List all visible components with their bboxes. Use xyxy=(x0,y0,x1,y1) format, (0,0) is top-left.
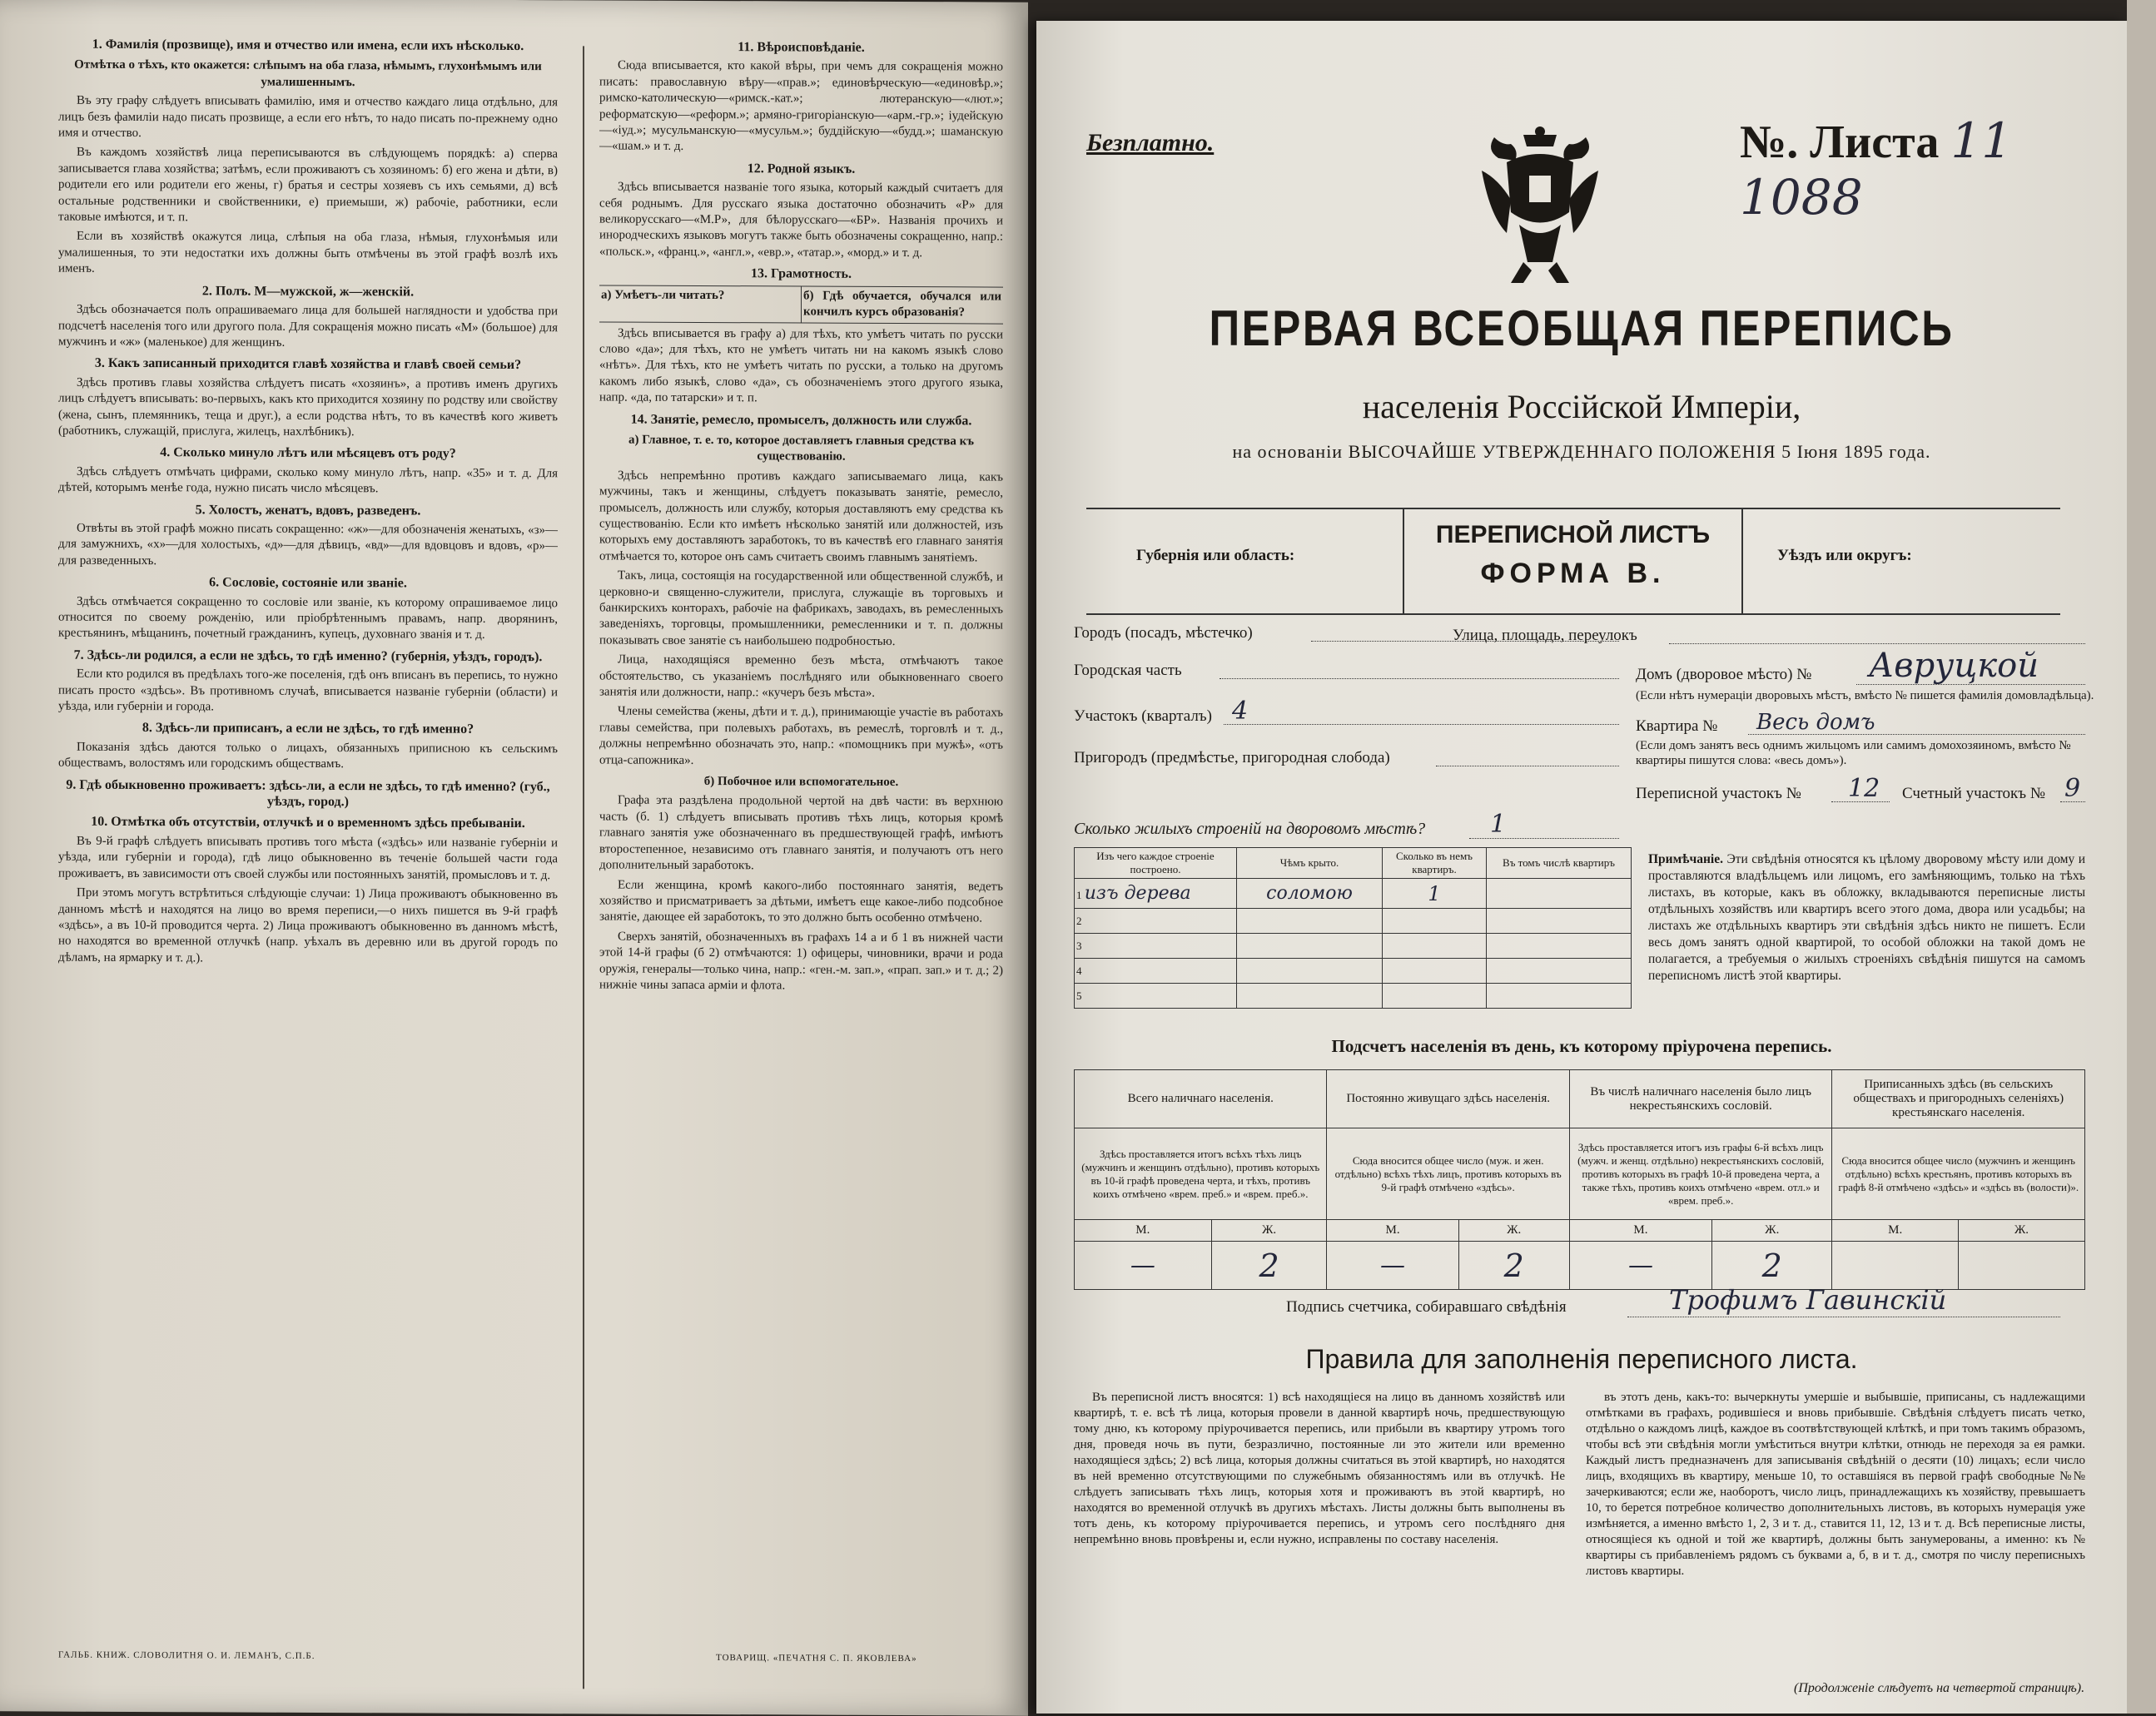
buildings-col-material: Изъ чего каждое строеніе построено. xyxy=(1075,848,1237,879)
rules-title: Правила для заполненія переписного листа. xyxy=(1305,1344,1858,1374)
city-part-line xyxy=(1220,678,1619,679)
census-legal-basis: на основаніи ВЫСОЧАЙШЕ УТВЕРЖДЕННАГО ПОЛОЖЕНІЯ 5 Іюня 1895 года. xyxy=(1232,441,1931,462)
census-main-title: ПЕРВАЯ ВСЕОБЩАЯ ПЕРЕПИСЬ xyxy=(1209,300,1955,356)
row-other xyxy=(1487,879,1632,909)
section-4-title: 4. Сколько минуло лѣтъ или мѣсяцевъ отъ роду? xyxy=(160,445,456,462)
section-13-title: 13. Грамотность. xyxy=(750,266,852,282)
paragraph: Если кто родился въ предѣлахъ того-же поселенія, гдѣ онъ вписанъ въ перепись, то нужно писать просто «здѣсь». Въ противномъ случаѣ, вписывается названіе губерніи (области) и уѣзда, или губерніи и города. xyxy=(58,667,558,714)
house-value: Авруцкой xyxy=(1869,647,2039,685)
pop-noble-female: 2 xyxy=(1761,1247,1782,1284)
paragraph: Въ 9-й графѣ слѣдуетъ вписывать противъ того мѣста («здѣсь» или названіе губерніи и уѣзда, или губерніи и города), гдѣ лицо обыкновенно въ теченіе большей части года проживаетъ, въ зависимости отъ своей службы или постоянныхъ занятій, промысловъ и т. д. xyxy=(58,834,558,882)
row-material: изъ дерева xyxy=(1084,883,1191,904)
population-values-row xyxy=(1075,1242,2085,1290)
male-label: М. xyxy=(1569,1220,1711,1242)
male-label: М. xyxy=(1075,1220,1212,1242)
paragraph: Сверхъ занятій, обозначенныхъ въ графахъ 14 а и б 1 въ нижней части этой 14-й графы (б 2) отмѣчаются: 1) офицеры, чиновники, врачи и рода оружія, генералы—только чина, напр.: «ген.-м. зап.», «прап. зап.» и т. д.; 2) нижніе чины запаса арміи и флота. xyxy=(599,930,1003,993)
paragraph: Здѣсь отмѣчается сокращенно то сословіе или званіе, къ которому опрашиваемое лицо относится по своему рожденію, или пріобрѣтеннымъ правамъ, напр. дворянинъ, крестьянинъ, мѣщанинъ, почетный гражданинъ, купецъ, духовнаго званія и т. д. xyxy=(58,594,558,642)
precinct-label: Участокъ (кварталъ) xyxy=(1074,707,1212,725)
pop-col-noble-classes: Въ числѣ наличнаго населенія было лицъ некрестьянскихъ сословій. xyxy=(1569,1070,1832,1128)
pop-permanent-male: — xyxy=(1380,1251,1406,1280)
note-text: Эти свѣдѣнія относятся къ цѣлому дворовому мѣсту или дому и проставляются владѣльцемъ или лицомъ, его замѣняющимъ, только на тѣхъ листахъ, въ которые, какъ въ обложку, вкладываются переписные листы отдѣльныхъ хозяйствъ или квартиръ всего этого дома, двора или усадьбы; на листахъ же отдѣльныхъ квартиръ эти свѣдѣнія здѣсь никто не пишетъ. Если весь домъ занятъ одной квартирой, то особой обложки на такой домъ не полагается, а требуемыя о жилыхъ строеніяхъ свѣдѣнія пишутся на самомъ переписномъ листѣ этой квартиры. xyxy=(1648,852,2085,983)
row-number: 3 xyxy=(1075,934,1237,959)
enumerator-signature: Трофимъ Гавинскій xyxy=(1669,1284,1947,1316)
paragraph: Если въ хозяйствѣ окажутся лица, слѣпыя на оба глаза, нѣмыя, глухонѣмыя или умалишенныя, то эти недостатки ихъ должны быть отмѣчены въ этой графѣ возлѣ ихъ именъ. xyxy=(58,230,558,276)
section-11-title: 11. Вѣроисповѣданіе. xyxy=(738,40,865,55)
section-6-title: 6. Сословіе, состояніе или званіе. xyxy=(209,575,407,591)
paragraph: Сюда вписывается, кто какой вѣры, при чемъ для сокращенія можно писать: православную вѣру—«прав.»; единовѣрческую—«единовѣр.»; римско-католическую—«римск.-кат.»; лютеранскую—«лют.»; реформатскую—«реформ.»; армяно-григоріанскую—«арм.-гр.»; іудейскую—«іуд.»; мусульманскую—«мусульм.»; буддійскую—«будд.»; шаманскую—«шам.» и т. д. xyxy=(599,58,1003,154)
section-13b: б) Гдѣ обучается, обучался или кончилъ курсъ образованія? xyxy=(803,289,1001,320)
pop-col-permanent: Постоянно живущаго здѣсь населенія. xyxy=(1327,1070,1569,1128)
form-title: ФОРМА В. xyxy=(1480,558,1666,589)
row-number: 1 xyxy=(1076,889,1082,901)
section-12-title: 12. Родной языкъ. xyxy=(747,161,856,176)
counting-area-label: Счетный участокъ № xyxy=(1902,785,2045,802)
table-row xyxy=(1075,909,1632,934)
city-part-label: Городская часть xyxy=(1074,662,1182,679)
female-label: Ж. xyxy=(1712,1220,1832,1242)
printer-imprint-left: ГАЛЬБ. КНИЖ. СЛОВОЛИТНЯ О. И. ЛЕМАНЪ, С.П.Б. xyxy=(58,1649,315,1661)
pop-noble-male: — xyxy=(1627,1251,1653,1280)
pop-col-total: Всего наличнаго населенія. xyxy=(1075,1070,1327,1128)
rules-right-text: въ этотъ день, какъ-то: вычеркнуты умершіе и выбывшіе, приписаны, съ надлежащими отмѣтками въ графахъ, родившіеся и вновь прибывшіе. Свѣдѣнія слѣдуетъ писать четко, отдѣльно о каждомъ лицѣ, каждое въ соотвѣтствующей клѣткѣ, и при томъ такимъ образомъ, чтобы всѣ эти свѣдѣнія могли умѣститься внутри клѣтки, отнюдь не переходя за ея рамки. Каждый листъ предназначенъ для записыванія свѣдѣній о десяти (10) лицахъ; если число лицъ, входящихъ въ квартиру, меньше 10, то оставшіяся въ первой графѣ свободные №№ зачеркиваются; если же, наоборотъ, число лицъ, принадлежащихъ къ хозяйству, превышаетъ 10, то берется потребное количество дополнительныхъ листовъ, въ которыхъ нумерація уже измѣняется, а именно вмѣсто 1, 2, 3 и т. д., ставится 11, 12, 13 и т. д. Всѣ переписные листы, относящіеся къ одной и той же квартирѣ, должны быть занумерованы, а именно: къ № квартиры съ прибавленіемъ рядомъ съ буквами а, б, в и т. д., смотря по числу переписныхъ листовъ квартиры. xyxy=(1586,1391,2085,1578)
apartment-label: Квартира № xyxy=(1636,717,1718,735)
street-label: Улица, площадь, переулокъ xyxy=(1453,627,1637,644)
paragraph: Отвѣты въ этой графѣ можно писать сокращенно: «ж»—для обозначенія женатыхъ, «з»—для замужнихъ, «х»—для холостыхъ, «д»—для дѣвицъ, «вд»—для вдовцовъ и вдовъ, «р»—для разведенныхъ. xyxy=(58,521,558,568)
section-14a-title: а) Главное, т. е. то, которое доставляетъ главныя средства къ существованію. xyxy=(628,433,974,464)
street-line xyxy=(1669,643,2085,644)
paragraph: Здѣсь вписывается въ графу а) для тѣхъ, кто умѣетъ читать по русски слово «да»; для тѣхъ, кто не умѣетъ читать ни на какомъ языкѣ слово «нѣтъ». Для тѣхъ, кто не умѣетъ читать по русски, а только на другомъ какомъ либо языкѣ, слово «да», съ обозначеніемъ этого другого языка, напр. «да, по татарски» и т. п. xyxy=(599,326,1003,405)
paragraph: Въ эту графу слѣдуетъ вписывать фамилію, имя и отчество каждаго лица отдѣльно, для лицъ безъ фамиліи надо писать прозвище, а если его нѣтъ, то надо писать по-прежнему одно имя и отчество. xyxy=(58,93,558,141)
apartment-note: (Если домъ занятъ весь однимъ жильцомъ или самимъ домохозяиномъ, вмѣсто № квартиры пишутся слова: «весь домъ»). xyxy=(1636,739,2071,767)
population-table xyxy=(1074,1069,2085,1290)
paragraph: Если женщина, кромѣ какого-либо постояннаго занятія, ведетъ хозяйство и присматриваетъ за дѣтьми, имѣетъ еще какое-либо подсобное занятіе, дающее ей заработокъ, то это должно быть особенно отмѣчено. xyxy=(599,878,1003,925)
instructions-column-1 xyxy=(58,32,558,1640)
row-number: 4 xyxy=(1075,959,1237,984)
table-row xyxy=(1075,959,1632,984)
section-1-title: 1. Фамилія (прозвище), имя и отчество или имена, если ихъ нѣсколько. xyxy=(92,37,524,54)
section-14-title: 14. Занятіе, ремесло, промыселъ, должность или служба. xyxy=(630,412,972,428)
sheet-number-value: 11 1088 xyxy=(1740,112,2013,226)
census-area-value: 12 xyxy=(1848,774,1880,803)
buildings-col-other: Въ томъ числѣ квартиръ xyxy=(1487,848,1632,879)
pop-desc-permanent: Сюда вносится общее число (муж. и жен. отдѣльно) всѣхъ тѣхъ лицъ, противъ которыхъ въ 9-й графѣ отмѣчено «здѣсь». xyxy=(1327,1128,1569,1220)
enumerator-signature-label: Подпись счетчика, собиравшаго свѣдѣнія xyxy=(1286,1298,1567,1316)
buildings-note xyxy=(1648,851,2085,984)
row-number: 5 xyxy=(1075,984,1237,1009)
section-3-title: 3. Какъ записанный приходится главѣ хозяйства и главѣ своей семьи? xyxy=(94,356,522,373)
buildings-col-apartments: Сколько въ немъ квартиръ. xyxy=(1383,848,1487,879)
pop-total-male: — xyxy=(1130,1251,1155,1280)
pop-desc-total: Здѣсь проставляется итогъ всѣхъ тѣхъ лицъ (мужчинъ и женщинъ отдѣльно), противъ которыхъ въ 10-й графѣ проведена черта, и тѣхъ, противъ коихъ отмѣчено «врем. преб.» и «врем. преб.». xyxy=(1075,1128,1327,1220)
paragraph: Въ каждомъ хозяйствѣ лица переписываются въ слѣдующемъ порядкѣ: а) сперва записывается глава хозяйства; затѣмъ, если проживаютъ съ хозяиномъ: б) его жена и дѣти, в) родители его или родители его жены, г) братья и сестры хозяевъ съ ихъ семьями, д) всѣ остальные родственники и свойственники, е) приемыши, ж) рабочіе, работники, если таковые имѣются, и т. п. xyxy=(58,146,558,225)
rules-continuation-note: (Продолженіе слѣдуетъ на четвертой страницѣ). xyxy=(1794,1681,2085,1695)
pop-desc-noble-classes: Здѣсь проставляется итогъ изъ графы 6-й всѣхъ лицъ (мужч. и женщ. отдѣльно) некрестьянскихъ сословій, противъ которыхъ въ графѣ 10-й проведена черта, а также тѣхъ, противъ коихъ отмѣчено «врем. отл.» и «врем. преб.». xyxy=(1569,1128,1832,1220)
section-5-title: 5. Холостъ, женатъ, вдовъ, разведенъ. xyxy=(195,502,421,518)
precinct-value: 4 xyxy=(1232,697,1249,726)
section-13-subheads xyxy=(599,285,1003,324)
rules-column-right xyxy=(1586,1390,2085,1677)
paragraph: Члены семейства (жены, дѣти и т. д.), принимающіе участіе въ работахъ главы семейства, при полевыхъ работахъ, въ ремеслѣ, торговлѣ и т. д., должны непремѣнно обозначать это, напр.: «помощникъ при мужѣ», «отъ отца-сапожника». xyxy=(599,704,1003,767)
paragraph: Здѣсь непремѣнно противъ каждаго записываемаго лица, какъ мужчины, такъ и женщины, слѣдуетъ показывать занятіе, ремесло, промыселъ, должность или службу, которыя доставляютъ ему средства къ существованію. Если кто имѣетъ нѣсколько занятій или должностей, изъ которыхъ ему доставляютъ заработокъ, то въ качествѣ его главнаго занятія отмѣчается то, которое онъ самъ считаетъ своимъ главнымъ занятіемъ. xyxy=(599,469,1003,565)
female-label: Ж. xyxy=(1211,1220,1327,1242)
house-note: (Если нѣтъ нумераціи дворовыхъ мѣстъ, вмѣсто № пишется фамилія домовладѣльца). xyxy=(1636,689,2094,702)
note-heading: Примѣчаніе. xyxy=(1648,852,1723,866)
double-headed-eagle-emblem-icon xyxy=(1473,125,1607,291)
printer-imprint-right: ТОВАРИЩ. «ПЕЧАТНЯ С. П. ЯКОВЛЕВА» xyxy=(716,1653,917,1664)
paragraph: Здѣсь слѣдуетъ отмѣчать цифрами, сколько кому минуло лѣтъ, напр. «35» и т. д. Для дѣтей, которымъ менѣе года, нужно писать число мѣсяцевъ. xyxy=(58,464,558,496)
row-number: 2 xyxy=(1075,909,1237,934)
table-row xyxy=(1075,934,1632,959)
row-apartments: 1 xyxy=(1428,881,1441,905)
sheet-title: ПЕРЕПИСНОЙ ЛИСТЪ xyxy=(1435,521,1711,548)
female-label: Ж. xyxy=(1458,1220,1569,1242)
section-14b-title: б) Побочное или вспомогательное. xyxy=(703,775,899,790)
section-7-title: 7. Здѣсь-ли родился, а если не здѣсь, то гдѣ именно? (губернія, уѣздъ, городъ). xyxy=(73,647,543,664)
paragraph: При этомъ могутъ встрѣтиться слѣдующіе случаи: 1) Лица проживаютъ обыкновенно въ данномъ мѣстѣ и находятся на лицо во время переписи,—о нихъ пишется въ 9-й графѣ «здѣсь», а въ 10-й проводится черта. 2) Лица проживаютъ обыкновенно въ данномъ мѣстѣ, но находятся во временной отлучкѣ (напр. уѣхалъ въ деревню или въ другой городъ по дѣламъ, на ярмарку и т. д.). xyxy=(58,885,558,965)
district-label: Уѣздъ или округъ: xyxy=(1777,547,1912,564)
page-stack-edge xyxy=(2127,0,2156,1714)
paragraph: Лица, находящіяся временно безъ мѣста, отмѣчаютъ такое обстоятельство, съ указаніемъ послѣдняго или обыкновеннаго своего занятія или должности, напр.: «кучеръ безъ мѣста». xyxy=(599,652,1003,700)
form-header-box xyxy=(1086,508,2060,615)
population-count-title: Подсчетъ населенія въ день, къ которому пріурочена перепись. xyxy=(1331,1036,1832,1056)
instructions-page xyxy=(0,0,1028,1716)
table-row xyxy=(1075,879,1632,909)
paragraph: Графа эта раздѣлена продольной чертой на двѣ части: въ верхнюю часть (б. 1) слѣдуетъ вписывать противъ тѣхъ лицъ, которыя кромѣ главнаго занятія уже обозначеннаго въ предшествующей графѣ, имѣютъ второстепенное, независимо отъ главнаго занятія, и получаютъ отъ него дополнительный заработокъ. xyxy=(599,794,1003,873)
rules-column-left xyxy=(1074,1390,1565,1698)
census-area-label: Переписной участокъ № xyxy=(1636,785,1801,802)
pop-col-peasants: Приписанныхъ здѣсь (въ сельскихъ обществахъ и пригородныхъ селеніяхъ) крестьянскаго населенія. xyxy=(1832,1070,2085,1128)
counting-area-value: 9 xyxy=(2064,774,2081,803)
province-label: Губернія или область: xyxy=(1136,547,1295,564)
census-form-page xyxy=(1036,21,2127,1714)
precinct-line xyxy=(1224,724,1619,725)
column-divider xyxy=(583,46,584,1689)
paragraph: Здѣсь противъ главы хозяйства слѣдуетъ писать «хозяинъ», а противъ именъ другихъ лицъ слѣдуетъ вписывать: во-первыхъ, какъ кто приходится хозяину по родству или свойству (жена, сынъ, племянникъ, теща и друг.), а если родства нѣтъ, то въ качествѣ кого живетъ (работникъ, служащій, прислуга, жилецъ, нахлѣбникъ). xyxy=(58,375,558,439)
section-2-title: 2. Полъ. М—мужской, ж—женскій. xyxy=(201,284,415,300)
house-label: Домъ (дворовое мѣсто) № xyxy=(1636,666,1812,683)
section-1-mark: Отмѣтка о тѣхъ, кто окажется: слѣпымъ на оба глаза, нѣмымъ, глухонѣмымъ или умалишеннымъ. xyxy=(74,58,542,89)
buildings-count-value: 1 xyxy=(1490,810,1507,839)
table-row xyxy=(1075,984,1632,1009)
pop-permanent-female: 2 xyxy=(1503,1247,1524,1284)
buildings-table xyxy=(1074,847,1632,1009)
male-label: М. xyxy=(1327,1220,1458,1242)
paragraph: Здѣсь вписывается названіе того языка, который каждый считаетъ для себя роднымъ. Для русскаго языка достаточно обозначить «Р» для великорусскаго—«М.Р», для бѣлорусскаго—«БР». Названія прочихъ и инородческихъ языковъ могутъ также быть обозначены сокращенно, напр.: «польск.», «франц.», «англ.», «евр.», «татар.», «морд.» и т. д. xyxy=(599,180,1003,260)
section-8-title: 8. Здѣсь-ли приписанъ, а если не здѣсь, то гдѣ именно? xyxy=(142,721,474,737)
sheet-number-label: №. Листа xyxy=(1740,117,1940,168)
pop-desc-peasants: Сюда вносится общее число (мужчинъ и женщинъ отдѣльно) всѣхъ крестьянъ, противъ которыхъ въ графѣ 8-й отмѣчено «здѣсь» и «здѣсь въ (волости)». xyxy=(1832,1128,2085,1220)
female-label: Ж. xyxy=(1958,1220,2084,1242)
pop-total-female: 2 xyxy=(1259,1247,1279,1284)
sheet-number xyxy=(1740,112,2127,226)
paragraph: Показанія здѣсь даются только о лицахъ, обязанныхъ приписною къ сельскимъ обществамъ, волостямъ или городскимъ обществамъ. xyxy=(58,740,558,771)
city-label: Городъ (посадъ, мѣстечко) xyxy=(1074,624,1253,642)
instructions-column-2 xyxy=(599,33,1003,1641)
row-roof: соломою xyxy=(1266,883,1353,904)
rules-left-text: Въ переписной листъ вносятся: 1) всѣ находящіеся на лицо въ данномъ хозяйствѣ или квартирѣ, т. е. всѣ тѣ лица, которыя провели в данной квартирѣ ночь, предшествующую тому дню, къ которому пріурочивается перепись, или прибыли въ квартиру утромъ того дня, проведя ночь въ пути, безразлично, постоянные ли это жители или временно находящіеся здѣсь; 2) всѣ лица, которыя должны считаться въ этой квартирѣ, но находятся въ ней временно отсутствующими по служебнымъ обязанностямъ или въ отлучкѣ. Не слѣдуетъ записывать тѣхъ лицъ, которыя хотя и проживаютъ въ этой квартирѣ, но находятся во временной отлучкѣ въ другихъ мѣстахъ. Листы должны быть выполнены въ тотъ день, къ которому пріурочивается перепись, и утромъ сего послѣдняго дня непремѣнно вновь провѣрены и, если нужно, исправлены по составу населенія. xyxy=(1074,1391,1565,1546)
census-subtitle: населенія Россійской Имперіи, xyxy=(1362,388,1801,425)
section-9-title: 9. Гдѣ обыкновенно проживаетъ: здѣсь-ли, а если не здѣсь, то гдѣ именно? (губ., уѣздъ, город.) xyxy=(66,777,550,810)
section-13a: а) Умѣетъ-ли читать? xyxy=(599,285,802,322)
section-10-title: 10. Отмѣтка объ отсутствіи, отлучкѣ и о временномъ здѣсь пребываніи. xyxy=(91,815,525,831)
suburb-label: Пригородъ (предмѣстье, пригородная слобода) xyxy=(1074,749,1390,766)
free-label: Безплатно. xyxy=(1086,129,1215,156)
buildings-col-roof: Чѣмъ крыто. xyxy=(1237,848,1383,879)
male-label: М. xyxy=(1832,1220,1958,1242)
paragraph: Здѣсь обозначается полъ опрашиваемаго лица для большей наглядности и удобства при подсчетѣ населенія того или другого пола. Для сокращенія можно писать «М» (большое) для мужчинъ и «ж» (маленькое) для женщинъ. xyxy=(58,302,558,350)
form-title-block xyxy=(1403,509,1743,613)
buildings-count-label: Сколько жилыхъ строеній на дворовомъ мѣстѣ? xyxy=(1074,820,1426,838)
paragraph: Такъ, лица, состоящія на государственной или общественной службѣ, и церковно-и священно-служители, прислуга, служащіе въ торговыхъ и банкирскихъ конторахъ, рабочіе на фабрикахъ, заводахъ, въ ремесленныхъ заведеніяхъ, торговцы, промышленники, ремесленники и т. п. должны показывать свое занятіе съ наибольшею подробностью. xyxy=(599,568,1003,648)
apartment-value: Весь домъ xyxy=(1756,710,1875,735)
